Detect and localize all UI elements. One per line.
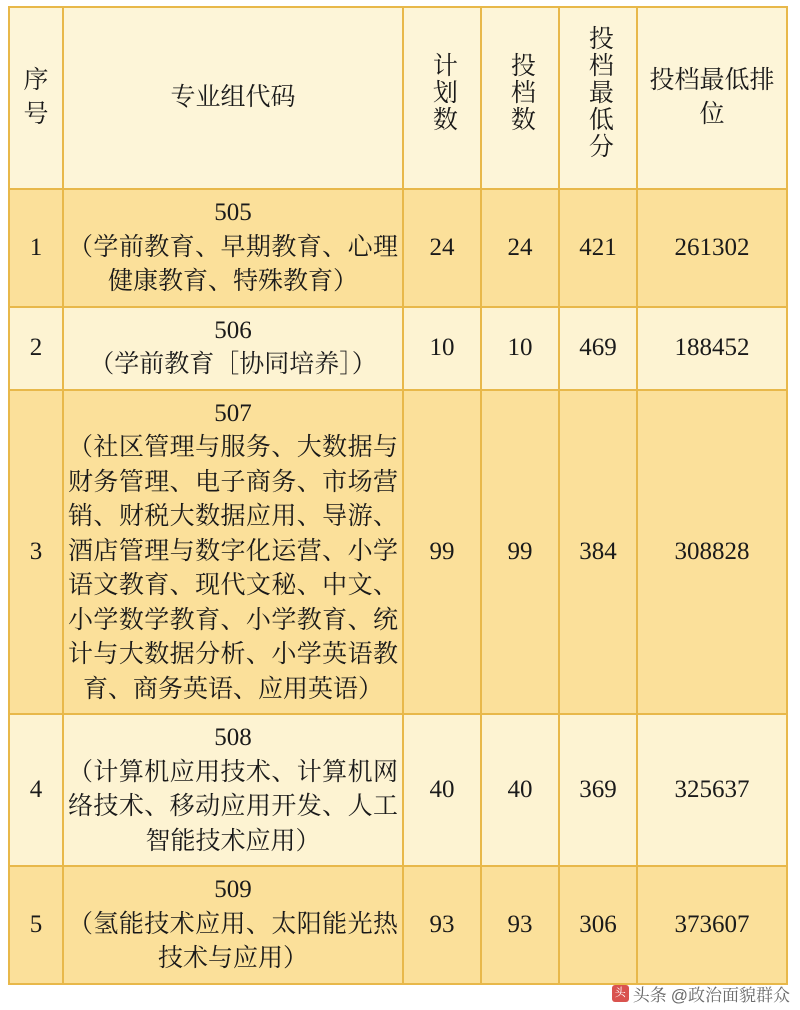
row-min-score: 384 bbox=[559, 390, 637, 715]
column-header-index-label: 序号 bbox=[23, 66, 49, 128]
row-index: 2 bbox=[9, 307, 63, 390]
row-major-group-code: 506 bbox=[214, 316, 252, 344]
row-min-rank: 325637 bbox=[637, 714, 787, 866]
column-header-admitted-count bbox=[481, 7, 559, 189]
row-plan-count: 24 bbox=[403, 189, 481, 307]
row-index: 4 bbox=[9, 714, 63, 866]
watermark-account: @政治面貌群众 bbox=[670, 986, 790, 1005]
column-header-index bbox=[9, 7, 63, 189]
row-major-list: （计算机应用技术、计算机网络技术、移动应用开发、人工智能技术应用） bbox=[68, 758, 398, 855]
table-row bbox=[9, 307, 787, 390]
toutiao-logo-icon: 头 bbox=[612, 985, 629, 1002]
admission-score-table bbox=[8, 6, 788, 985]
column-header-min-rank-label: 投档最低排位 bbox=[649, 66, 775, 128]
table-row bbox=[9, 866, 787, 984]
column-header-admitted-count-label: 投档数 bbox=[507, 52, 535, 134]
row-min-score: 421 bbox=[559, 189, 637, 307]
column-header-plan-count bbox=[403, 7, 481, 189]
row-min-rank: 261302 bbox=[637, 189, 787, 307]
row-min-rank: 308828 bbox=[637, 390, 787, 715]
row-admitted-count: 24 bbox=[481, 189, 559, 307]
row-plan-count: 40 bbox=[403, 714, 481, 866]
row-major-group-code: 505 bbox=[214, 199, 252, 226]
row-major-group-code: 507 bbox=[214, 399, 252, 427]
row-min-rank: 373607 bbox=[637, 866, 787, 984]
row-plan-count: 93 bbox=[403, 866, 481, 984]
row-index: 3 bbox=[9, 390, 63, 715]
row-major-group bbox=[63, 714, 403, 866]
table-row bbox=[9, 390, 787, 715]
column-header-min-score-label: 投档最低分 bbox=[585, 25, 613, 161]
row-admitted-count: 99 bbox=[481, 390, 559, 715]
row-major-group bbox=[63, 189, 403, 307]
row-major-list: （学前教育［协同培养］） bbox=[89, 351, 377, 378]
watermark-source: 头条 bbox=[632, 986, 667, 1005]
row-plan-count: 99 bbox=[403, 390, 481, 715]
row-min-score: 369 bbox=[559, 714, 637, 866]
table-header-row bbox=[9, 7, 787, 189]
table-row bbox=[9, 714, 787, 866]
column-header-min-score bbox=[559, 7, 637, 189]
column-header-major-group-code bbox=[63, 7, 403, 189]
row-index: 5 bbox=[9, 866, 63, 984]
row-min-score: 469 bbox=[559, 307, 637, 390]
row-major-group bbox=[63, 866, 403, 984]
row-min-score: 306 bbox=[559, 866, 637, 984]
row-major-list: （社区管理与服务、大数据与财务管理、电子商务、市场营销、财税大数据应用、导游、酒店管理与数字化运营、小学语文教育、现代文秘、中文、小学数学教育、小学教育、统计与大数据分析、小学英语教育、商务英语、应用英语） bbox=[68, 434, 398, 703]
row-major-group bbox=[63, 390, 403, 715]
row-index: 1 bbox=[9, 189, 63, 307]
row-major-list: （氢能技术应用、太阳能光热技术与应用） bbox=[68, 910, 398, 972]
row-major-group-code: 509 bbox=[214, 876, 252, 903]
column-header-plan-count-label: 计划数 bbox=[429, 52, 457, 134]
column-header-major-group-code-label: 专业组代码 bbox=[170, 83, 296, 111]
row-plan-count: 10 bbox=[403, 307, 481, 390]
row-admitted-count: 93 bbox=[481, 866, 559, 984]
row-major-group-code: 508 bbox=[214, 724, 252, 751]
column-header-min-rank bbox=[637, 7, 787, 189]
table-row bbox=[9, 189, 787, 307]
row-major-list: （学前教育、早期教育、心理健康教育、特殊教育） bbox=[68, 233, 398, 295]
row-admitted-count: 10 bbox=[481, 307, 559, 390]
watermark bbox=[612, 981, 790, 1006]
row-admitted-count: 40 bbox=[481, 714, 559, 866]
row-min-rank: 188452 bbox=[637, 307, 787, 390]
row-major-group bbox=[63, 307, 403, 390]
